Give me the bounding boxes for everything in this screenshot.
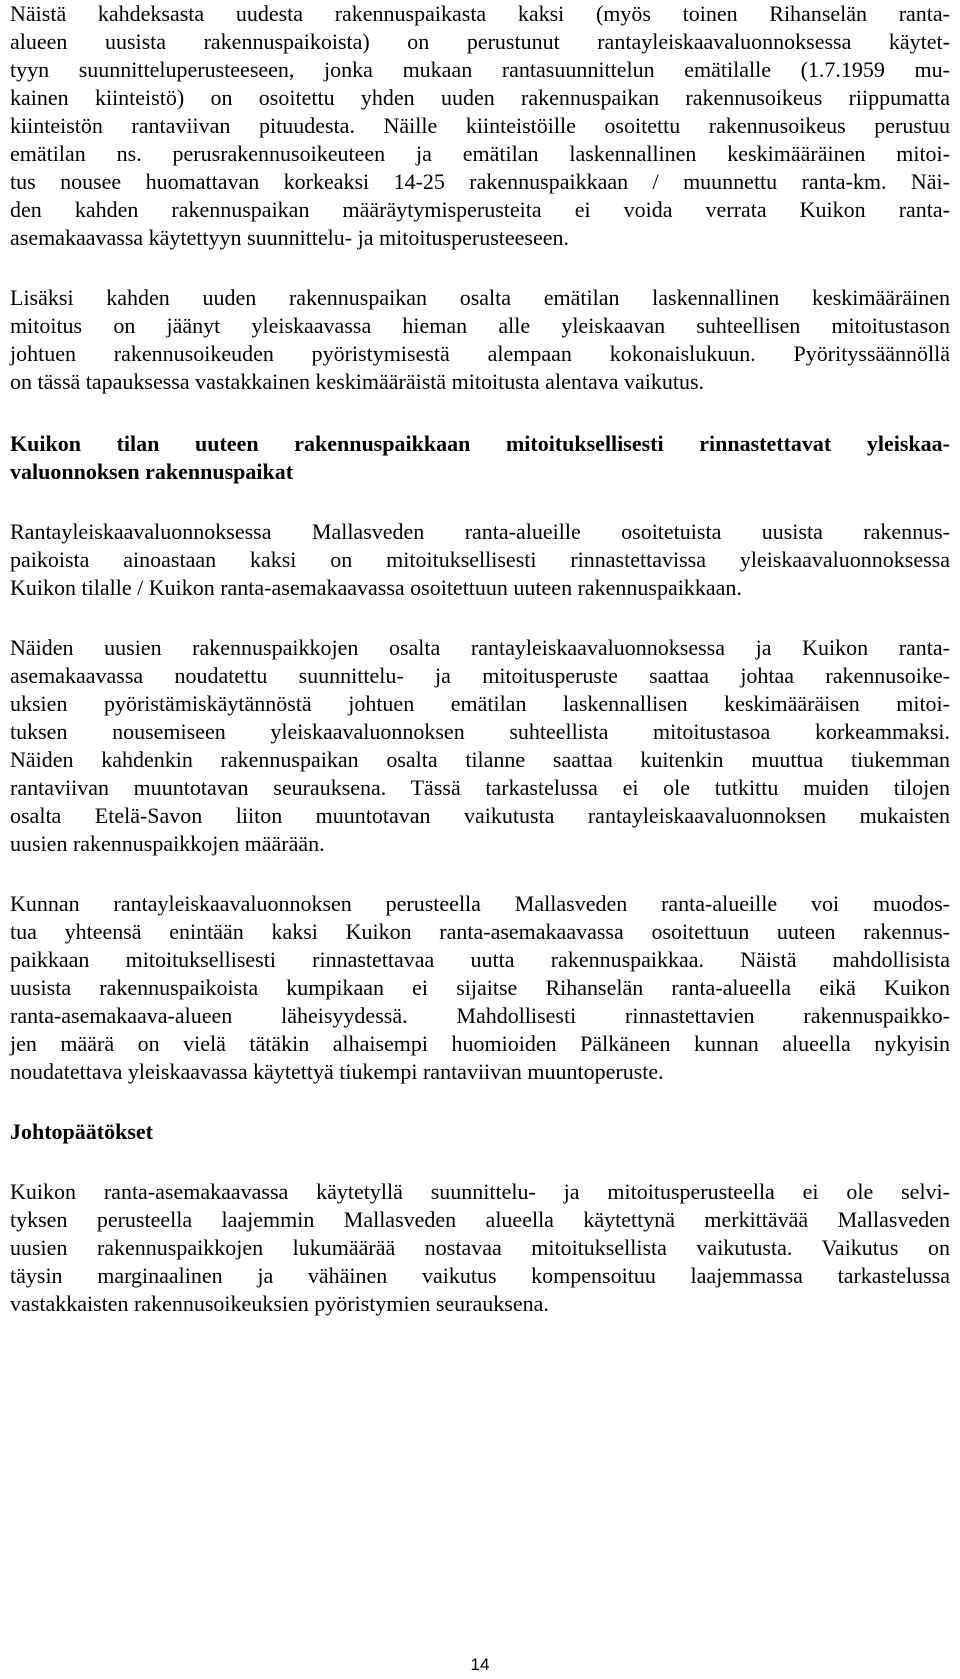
text-line: tua yhteensä enintään kaksi Kuikon ranta-asemakaavassa osoitettuun uuteen rakennus- — [10, 919, 950, 944]
text-line: paikoista ainoastaan kaksi on mitoituksellisesti rinnastettavissa yleiskaavaluonnoksessa — [10, 547, 950, 572]
text-line: rantaviivan muuntotavan seurauksena. Tässä tarkastelussa ei ole tutkittu muiden tilojen — [10, 775, 950, 800]
section-heading: Kuikon tilan uuteen rakennuspaikkaan mitoituksellisesti rinnastettavat yleiskaa- — [10, 431, 950, 456]
section-heading: valuonnoksen rakennuspaikat — [10, 459, 294, 484]
text-line: paikkaan mitoituksellisesti rinnastettavaa uutta rakennuspaikkaa. Näistä mahdollisista — [10, 947, 950, 972]
text-line: asemakaavassa käytettyyn suunnittelu- ja mitoitusperusteeseen. — [10, 225, 570, 250]
text-line: tyyn suunnitteluperusteeseen, jonka mukaan rantasuunnittelun emätilalle (1.7.1959 mu- — [10, 57, 950, 82]
text-line: asemakaavassa noudatettu suunnittelu- ja mitoitusperuste saattaa johtaa rakennusoike- — [10, 663, 950, 688]
text-line: kiinteistön rantaviivan pituudesta. Näille kiinteistöille osoitettu rakennusoikeus perustuu — [10, 113, 950, 138]
text-line: Kuikon ranta-asemakaavassa käytetyllä suunnittelu- ja mitoitusperusteella ei ole selvi- — [10, 1179, 950, 1204]
text-line: noudatettava yleiskaavassa käytettyä tiukempi rantaviivan muuntoperuste. — [10, 1059, 664, 1084]
text-line: alueen uusista rakennuspaikoista) on perustunut rantayleiskaavaluonnoksessa käytet- — [10, 29, 950, 54]
text-line: vastakkaisten rakennusoikeuksien pyöristymien seurauksena. — [10, 1291, 549, 1316]
text-line: uusien rakennuspaikkojen lukumäärää nostavaa mitoituksellista vaikutusta. Vaikutus on — [10, 1235, 950, 1260]
text-line: osalta Etelä-Savon liiton muuntotavan vaikutusta rantayleiskaavaluonnoksen mukaisten — [10, 803, 950, 828]
text-line: Näistä kahdeksasta uudesta rakennuspaikasta kaksi (myös toinen Rihanselän ranta- — [10, 1, 950, 26]
text-line: mitoitus on jäänyt yleiskaavassa hieman alle yleiskaavan suhteellisen mitoitustason — [10, 313, 950, 338]
text-line: täysin marginaalinen ja vähäinen vaikutus kompensoituu laajemmassa tarkastelussa — [10, 1263, 950, 1288]
text-line: Kunnan rantayleiskaavaluonnoksen perusteella Mallasveden ranta-alueille voi muodos- — [10, 891, 950, 916]
text-line: johtuen rakennusoikeuden pyöristymisestä alempaan kokonaislukuun. Pyörityssäännöllä — [10, 341, 950, 366]
text-line: on tässä tapauksessa vastakkainen keskimääräistä mitoitusta alentava vaikutus. — [10, 369, 705, 394]
page-number: 14 — [470, 1655, 490, 1674]
text-line: Näiden kahdenkin rakennuspaikan osalta tilanne saattaa kuitenkin muuttua tiukemman — [10, 747, 950, 772]
text-line: tuksen nousemiseen yleiskaavaluonnoksen suhteellista mitoitustasoa korkeammaksi. — [10, 719, 950, 744]
text-line: kainen kiinteistö) on osoitettu yhden uuden rakennuspaikan rakennusoikeus riippumatta — [10, 85, 950, 110]
text-line: uusien rakennuspaikkojen määrään. — [10, 831, 325, 856]
text-line: uksien pyöristämiskäytännöstä johtuen emätilan laskennallisen keskimääräisen mitoi- — [10, 691, 950, 716]
text-line: ranta-asemakaava-alueen läheisyydessä. Mahdollisesti rinnastettavien rakennuspaikko- — [10, 1003, 950, 1028]
text-line: Näiden uusien rakennuspaikkojen osalta rantayleiskaavaluonnoksessa ja Kuikon ranta- — [10, 635, 950, 660]
text-line: jen määrä on vielä tätäkin alhaisempi huomioiden Pälkäneen kunnan alueella nykyisin — [10, 1031, 950, 1056]
text-line: Lisäksi kahden uuden rakennuspaikan osalta emätilan laskennallinen keskimääräinen — [10, 285, 950, 310]
text-line: den kahden rakennuspaikan määräytymisperusteita ei voida verrata Kuikon ranta- — [10, 197, 950, 222]
section-heading: Johtopäätökset — [10, 1119, 154, 1144]
text-line: Kuikon tilalle / Kuikon ranta-asemakaavassa osoitettuun uuteen rakennuspaikkaan. — [10, 575, 742, 600]
text-line: emätilan ns. perusrakennusoikeuteen ja emätilan laskennallinen keskimääräinen mitoi- — [10, 141, 950, 166]
text-line: tus nousee huomattavan korkeaksi 14-25 rakennuspaikkaan / muunnettu ranta-km. Näi- — [10, 169, 950, 194]
text-line: uusista rakennuspaikoista kumpikaan ei sijaitse Rihanselän ranta-alueella eikä Kuikon — [10, 975, 950, 1000]
text-line: Rantayleiskaavaluonnoksessa Mallasveden ranta-alueille osoitetuista uusista rakennus- — [10, 519, 950, 544]
text-line: tyksen perusteella laajemmin Mallasveden alueella käytettynä merkittävää Mallasveden — [10, 1207, 950, 1232]
